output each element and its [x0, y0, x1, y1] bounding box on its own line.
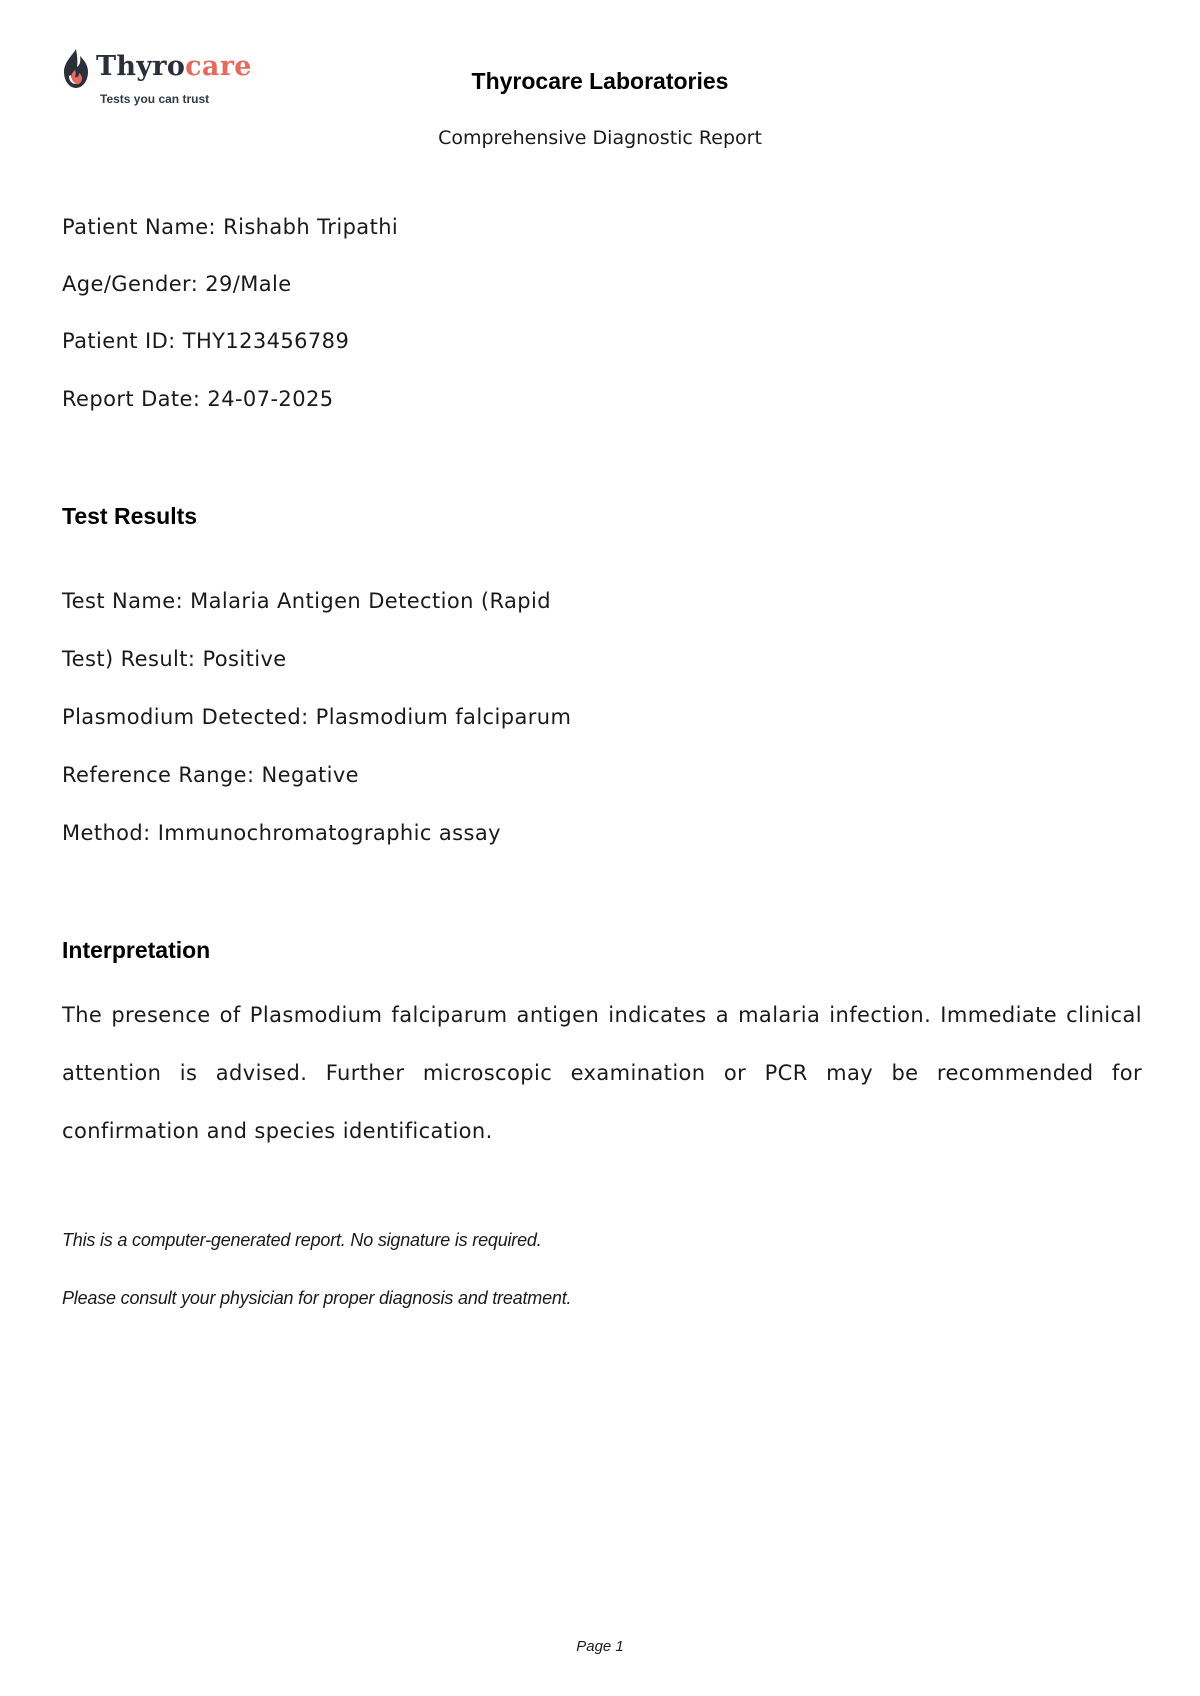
drop-flame-icon	[60, 48, 92, 90]
logo-tagline: Tests you can trust	[100, 92, 210, 106]
result-line: Method: Immunochromatographic assay	[62, 821, 501, 845]
result-line: Reference Range: Negative	[62, 763, 359, 787]
patient-name: Patient Name: Rishabh Tripathi	[62, 215, 399, 239]
report-subtitle: Comprehensive Diagnostic Report	[438, 127, 762, 149]
consult-note: Please consult your physician for proper diagnosis and treatment.	[62, 1288, 572, 1308]
patient-age-gender: Age/Gender: 29/Male	[62, 272, 292, 296]
interpretation-text: The presence of Plasmodium falciparum antigen indicates a malaria infection. Immediate clinical attention is advised. Further microscopic examination or PCR may be recommended for confirmation and species identification.	[62, 1003, 1142, 1143]
computer-generated-note: This is a computer-generated report. No signature is required.	[62, 1230, 542, 1250]
interpretation-heading: Interpretation	[62, 937, 211, 963]
thyrocare-logo	[60, 46, 250, 110]
logo-wordmark-thyro: Thyro	[96, 51, 186, 82]
report-header	[400, 0, 800, 160]
result-line: Test Name: Malaria Antigen Detection (Rapid	[62, 589, 551, 613]
patient-id: Patient ID: THY123456789	[62, 329, 350, 353]
result-line: Plasmodium Detected: Plasmodium falciparum	[62, 705, 572, 729]
lab-name: Thyrocare Laboratories	[471, 68, 729, 94]
test-results-heading: Test Results	[62, 503, 198, 529]
report-date: Report Date: 24-07-2025	[62, 387, 334, 411]
logo-wordmark	[96, 50, 252, 84]
logo-wordmark-care: care	[185, 51, 252, 82]
page-number: Page 1	[576, 1638, 624, 1655]
result-line: Test) Result: Positive	[62, 647, 287, 671]
